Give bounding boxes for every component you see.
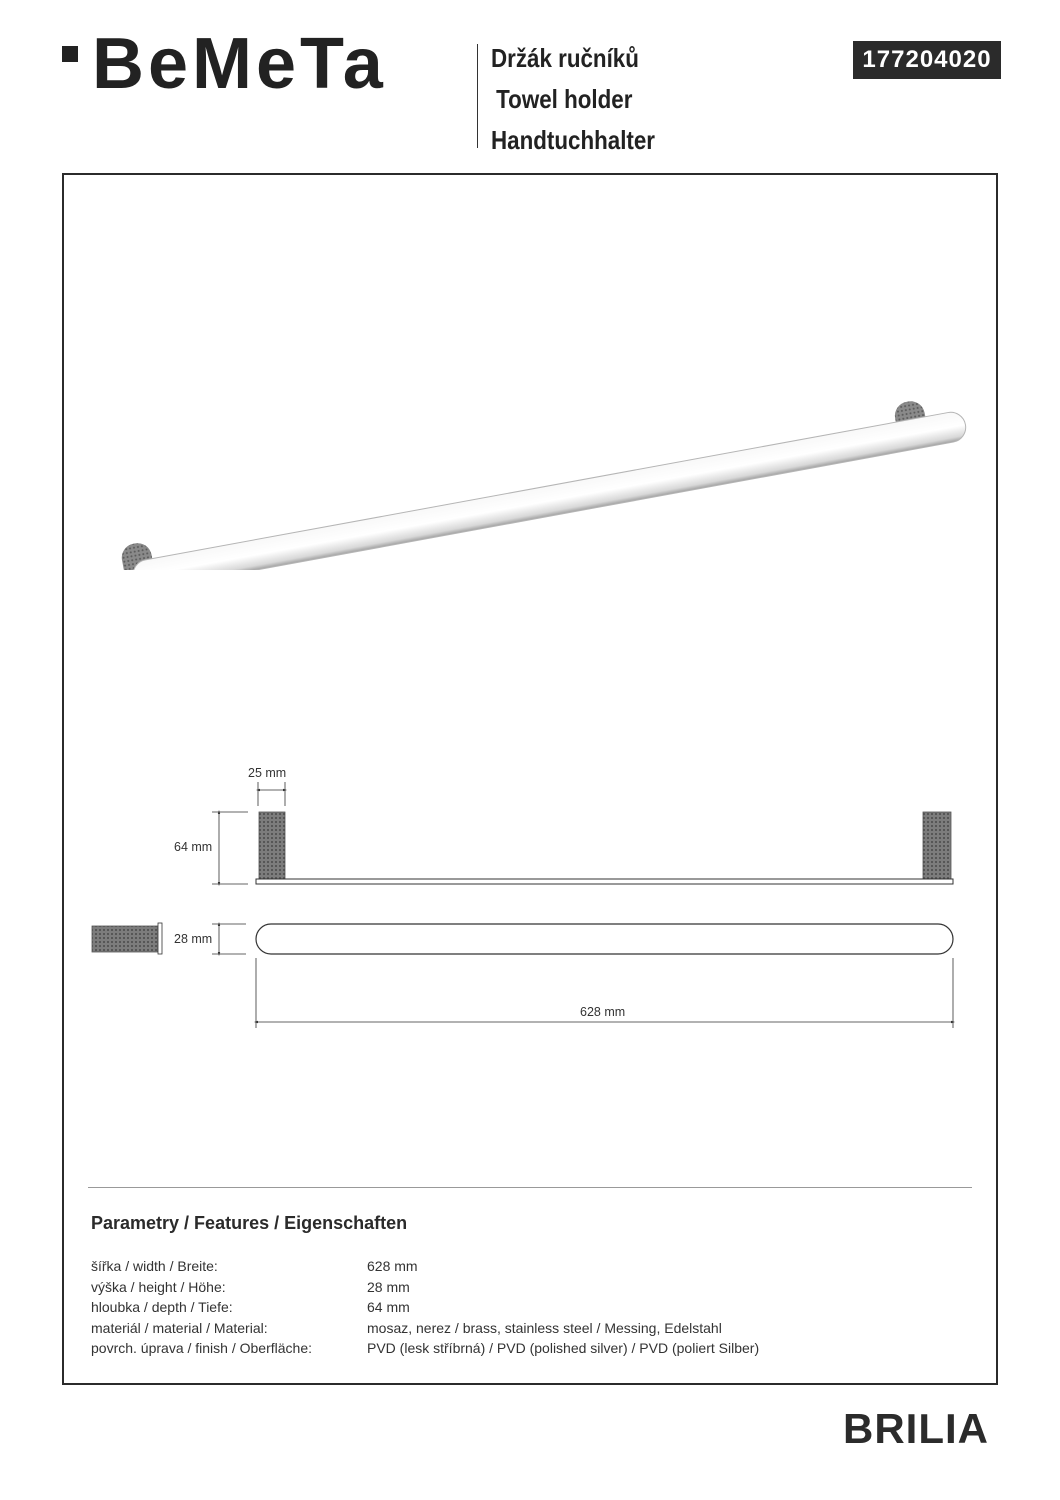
series-name: BRILIA (843, 1405, 989, 1452)
features-separator (88, 1187, 972, 1188)
title-en: Towel holder (496, 84, 633, 114)
product-photo (88, 320, 978, 570)
spec-row (91, 1299, 759, 1320)
spec-table (91, 1258, 759, 1361)
features-title: Parametry / Features / Eigenschaften (91, 1213, 408, 1233)
bar (131, 410, 969, 570)
title-de: Handtuchhalter (491, 125, 655, 155)
title-cz: Držák ručníků (491, 43, 639, 73)
header-divider (477, 44, 478, 148)
front-bar (256, 879, 953, 884)
spec-value: 628 mm (367, 1258, 418, 1274)
spec-label: hloubka / depth / Tiefe: (91, 1299, 233, 1315)
spec-value: 64 mm (367, 1299, 410, 1315)
dim-width: 628 mm (580, 1005, 626, 1019)
product-titles (491, 38, 682, 161)
side-post (92, 926, 158, 952)
side-post-cap (158, 923, 162, 954)
technical-drawing (86, 760, 966, 1040)
spec-row (91, 1279, 759, 1300)
front-left-post (259, 812, 285, 883)
front-right-post (923, 812, 951, 883)
spec-label: výška / height / Höhe: (91, 1278, 226, 1295)
dim-height: 28 mm (174, 932, 213, 946)
logo-mark (62, 46, 78, 62)
spec-row (91, 1340, 759, 1361)
dim-depth: 64 mm (174, 840, 213, 854)
logo-wordmark: BeMeTa (92, 24, 387, 104)
spec-label: povrch. úprava / finish / Oberfläche: (91, 1340, 312, 1356)
spec-label: materiál / material / Material: (91, 1319, 268, 1336)
top-view-bar (256, 924, 953, 954)
product-code-badge: 177204020 (853, 41, 1001, 79)
brand-logo (62, 24, 422, 106)
spec-value: 28 mm (367, 1278, 410, 1295)
spec-row (91, 1258, 759, 1279)
dim-post-width: 25 mm (248, 766, 287, 780)
spec-value: PVD (lesk stříbrná) / PVD (polished silver) / PVD (poliert Silber) (367, 1340, 760, 1356)
spec-value: mosaz, nerez / brass, stainless steel / Messing, Edelstahl (367, 1319, 722, 1336)
spec-row (91, 1320, 759, 1341)
spec-label: šířka / width / Breite: (91, 1258, 218, 1274)
